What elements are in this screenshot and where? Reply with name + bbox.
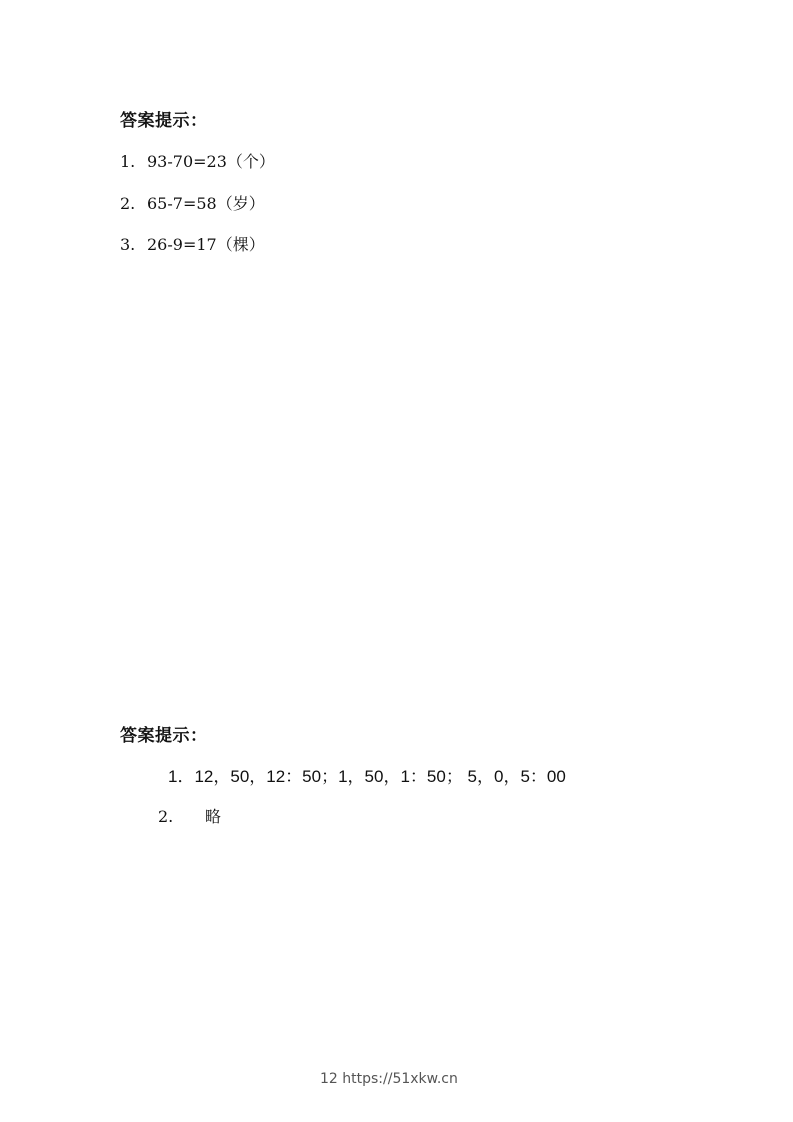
item-number: 2.: [158, 807, 174, 826]
section2-line-2: [158, 804, 221, 827]
section2-heading: 答案提示：: [120, 726, 208, 746]
item-number: 1.: [120, 152, 136, 171]
item-number: 2.: [120, 194, 136, 213]
section1-item-2: [120, 191, 265, 214]
section1-item-1: [120, 149, 275, 172]
item-number: 3.: [120, 235, 136, 254]
section2-line-1: 1．12，50，12：50；1，50，1：50； 5，0，5：00: [168, 767, 566, 786]
item-text: 26-9=17（棵）: [147, 235, 265, 254]
item-text: 65-7=58（岁）: [147, 194, 265, 213]
section1-heading: 答案提示：: [120, 111, 208, 131]
section1-item-3: [120, 232, 265, 255]
item-text: 93-70=23（个）: [147, 152, 275, 171]
page-footer: 12 https://51xkw.cn: [320, 1071, 458, 1087]
item-text: 略: [205, 807, 222, 826]
